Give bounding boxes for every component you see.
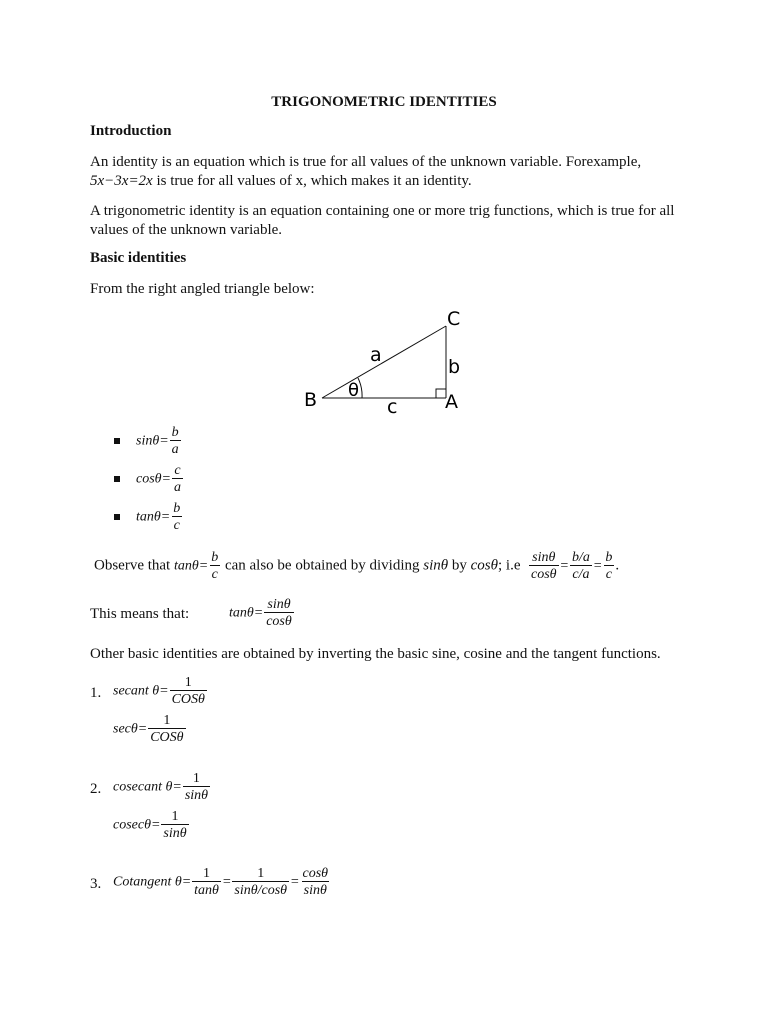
cos-fraction bbox=[172, 463, 183, 495]
cotangent-num-2: 1 bbox=[257, 866, 265, 881]
cosec-den: sinθ bbox=[163, 826, 187, 841]
observe-f1-den: cosθ bbox=[531, 567, 557, 582]
observe-f2-den: c/a bbox=[572, 567, 590, 582]
observe-tan-fraction bbox=[209, 550, 220, 582]
means-fraction bbox=[264, 597, 294, 629]
observe-by: by bbox=[451, 557, 467, 574]
intro-p1-rest: is true for all values of x, which makes it an identity. bbox=[156, 173, 472, 189]
bullet-marker bbox=[114, 476, 120, 482]
sec-fraction bbox=[148, 713, 185, 745]
means-num: sinθ bbox=[267, 597, 291, 612]
means-den: cosθ bbox=[266, 614, 292, 629]
observe-tan-num: b bbox=[211, 550, 219, 565]
tan-num: b bbox=[173, 501, 181, 516]
secant-lhs: secant θ= bbox=[113, 683, 169, 699]
cosec-fraction bbox=[161, 809, 188, 841]
secant-fraction bbox=[170, 675, 207, 707]
identity-sin bbox=[136, 425, 182, 457]
observe-sin: sinθ bbox=[423, 557, 449, 574]
other-paragraph: Other basic identities are obtained by inverting the basic sine, cosine and the tangent functions. bbox=[90, 646, 661, 662]
basic-heading: Basic identities bbox=[90, 250, 187, 266]
observe-tan-den: c bbox=[211, 567, 218, 582]
cosecant-definition bbox=[113, 771, 211, 803]
cosec-definition bbox=[113, 809, 190, 841]
intro-heading: Introduction bbox=[90, 123, 172, 139]
cotangent-num-3: cosθ bbox=[302, 866, 329, 881]
cos-den: a bbox=[174, 480, 181, 495]
observe-fraction-2 bbox=[570, 550, 592, 582]
cotangent-den-2: sinθ/cosθ bbox=[234, 883, 288, 898]
intro-p1-text: An identity is an equation which is true for all values of the unknown variable. Forexample, bbox=[90, 154, 642, 170]
sin-den: a bbox=[171, 442, 179, 457]
observe-tan-lhs: tanθ= bbox=[173, 558, 209, 574]
cosecant-fraction bbox=[183, 771, 210, 803]
cotangent-lhs: Cotangent θ= bbox=[113, 874, 192, 890]
means-lhs: tanθ= bbox=[229, 605, 264, 621]
sec-num: 1 bbox=[163, 713, 171, 728]
observe-f3-den: c bbox=[605, 567, 612, 582]
intro-paragraph-2: A trigonometric identity is an equation containing one or more trig functions, which is true for all values of the unknown variable. bbox=[90, 203, 675, 238]
right-triangle-diagram bbox=[295, 302, 475, 417]
identity-cos bbox=[136, 463, 184, 495]
observe-ie: ; i.e bbox=[498, 557, 521, 574]
page-title: TRIGONOMETRIC IDENTITIES bbox=[271, 94, 497, 110]
vertex-a-label: A bbox=[445, 391, 458, 413]
observe-f2-num: b/a bbox=[572, 550, 590, 565]
cosec-lhs: cosecθ= bbox=[113, 817, 161, 833]
sec-definition bbox=[113, 713, 187, 745]
cosec-num: 1 bbox=[171, 809, 179, 824]
side-a-label: a bbox=[370, 344, 382, 366]
angle-theta-label: θ bbox=[348, 380, 360, 401]
cotangent-fraction-1 bbox=[192, 866, 221, 898]
basic-lead: From the right angled triangle below: bbox=[90, 281, 315, 297]
sec-lhs: secθ= bbox=[113, 721, 148, 737]
secant-num: 1 bbox=[184, 675, 192, 690]
cotangent-definition bbox=[113, 866, 331, 898]
cosecant-lhs: cosecant θ= bbox=[113, 779, 182, 795]
hypotenuse-line bbox=[322, 326, 446, 398]
identity-tan bbox=[136, 501, 183, 533]
cotangent-fraction-3 bbox=[301, 866, 331, 898]
observe-f1-num: sinθ bbox=[532, 550, 556, 565]
sin-lhs: sinθ= bbox=[136, 433, 169, 449]
side-c-label: c bbox=[387, 396, 398, 417]
cotangent-den-1: tanθ bbox=[194, 883, 219, 898]
cotangent-den-3: sinθ bbox=[303, 883, 327, 898]
bullet-marker bbox=[114, 438, 120, 444]
item-number: 1. bbox=[90, 685, 102, 701]
intro-example-equation: 5x−3x=2x bbox=[90, 173, 153, 189]
vertex-c-label: C bbox=[447, 308, 461, 330]
cotangent-equals-1: = bbox=[221, 874, 232, 890]
cosecant-den: sinθ bbox=[184, 788, 209, 803]
item-number: 2. bbox=[90, 781, 102, 797]
side-b-label: b bbox=[448, 356, 461, 378]
sin-num: b bbox=[171, 425, 179, 440]
means-label: This means that: bbox=[90, 606, 190, 622]
observe-cos: cosθ bbox=[470, 557, 498, 574]
cotangent-equals-2: = bbox=[290, 874, 300, 890]
secant-den: COSθ bbox=[171, 692, 205, 707]
means-equation bbox=[229, 597, 295, 629]
item-number: 3. bbox=[90, 876, 102, 892]
intro-paragraph-1 bbox=[90, 153, 680, 191]
cotangent-fraction-2 bbox=[232, 866, 289, 898]
sec-den: COSθ bbox=[150, 730, 184, 745]
observe-fraction-1 bbox=[529, 550, 559, 582]
tan-lhs: tanθ= bbox=[136, 509, 171, 525]
cos-num: c bbox=[174, 463, 181, 478]
observe-paragraph: Observe that tanθ= $\frac{b}{c}$ can also be obtained by dividing sinθ by cosθ; i.e $\frac{\sin\theta}{\cos\theta}$ = $\frac{b/a}{c/a}$ = $\frac{b}{c}$ . bbox=[94, 550, 620, 582]
observe-prefix: Observe that bbox=[94, 557, 171, 574]
cosecant-num: 1 bbox=[192, 771, 200, 786]
observe-fraction-3 bbox=[603, 550, 614, 582]
secant-definition bbox=[113, 675, 208, 707]
cotangent-num-1: 1 bbox=[203, 866, 211, 881]
tan-den: c bbox=[173, 518, 180, 533]
cos-lhs: cosθ= bbox=[136, 471, 171, 487]
observe-end: . bbox=[615, 557, 620, 574]
bullet-marker bbox=[114, 514, 120, 520]
sin-fraction bbox=[170, 425, 181, 457]
observe-f3-num: b bbox=[605, 550, 613, 565]
tan-fraction bbox=[171, 501, 182, 533]
vertex-b-label: B bbox=[304, 389, 318, 411]
observe-middle: can also be obtained by dividing bbox=[224, 557, 420, 574]
